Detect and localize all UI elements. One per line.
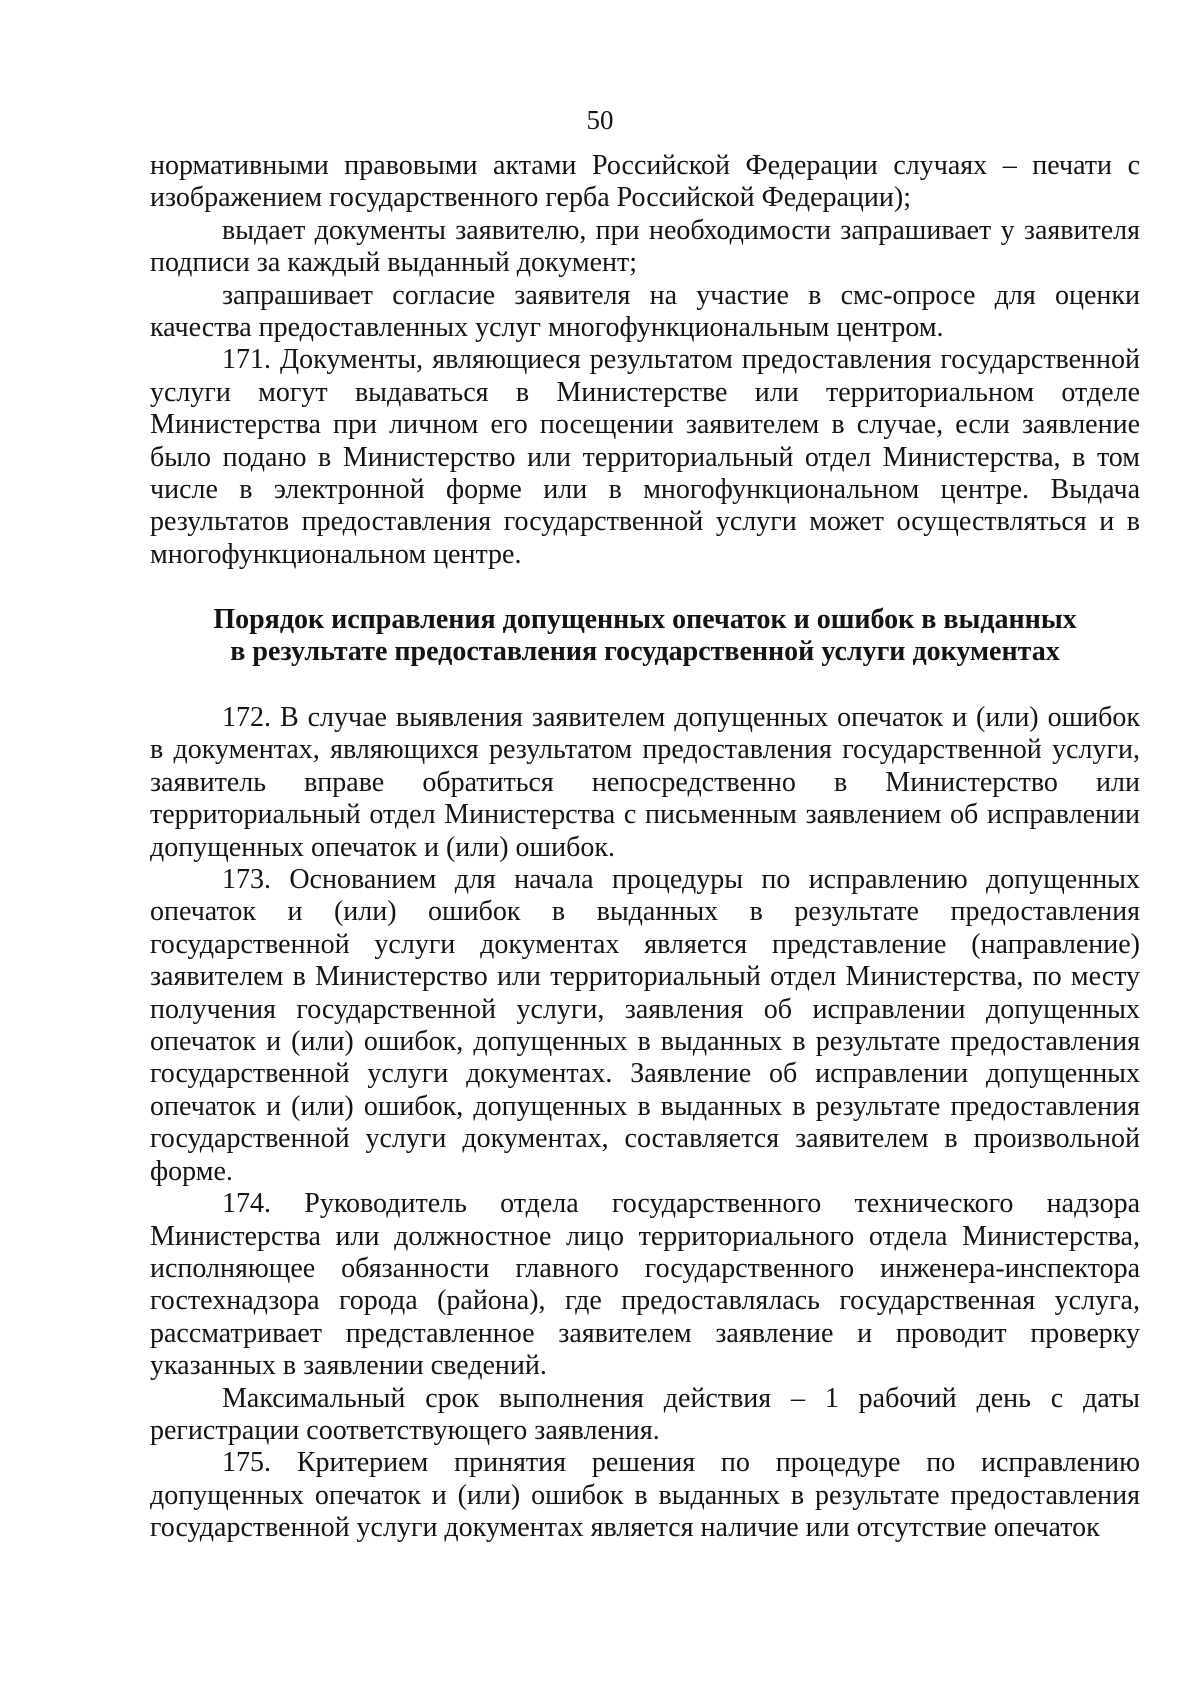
section-heading-line-2: в результате предоставления государственной услуги документах	[230, 636, 1060, 667]
paragraph-sms-survey: запрашивает согласие заявителя на участие в смс-опросе для оценки качества предоставленных услуг многофункциональным центром.	[150, 279, 1140, 344]
paragraph-173: 173. Основанием для начала процедуры по исправлению допущенных опечаток и (или) ошибок в выданных в результате предоставления государственной услуги документах является представление (направление) заявителем в Министерство или территориальный отдел Министерства, по месту получения государственной услуги, заявления об исправлении допущенных опечаток и (или) ошибок, допущенных в выданных в результате предоставления государственной услуги документах. Заявление об исправлении допущенных опечаток и (или) ошибок, допущенных в выданных в результате предоставления государственной услуги документах, составляется заявителем в произвольной форме.	[150, 864, 1140, 1187]
document-body-bottom	[150, 702, 1140, 1545]
paragraph-171: 171. Документы, являющиеся результатом предоставления государственной услуги могут выдаваться в Министерстве или территориальном отделе Министерства при личном его посещении заявителем в случае, если заявление было подано в Министерство или территориальный отдел Министерства, в том числе в электронной форме или в многофункциональном центре. Выдача результатов предоставления государственной услуги может осуществляться и в многофункциональном центре.	[150, 344, 1140, 570]
page-number: 50	[586, 105, 614, 135]
paragraph-continuation: нормативными правовыми актами Российской Федерации случаях – печати с изображением государственного герба Российской Федерации);	[150, 150, 1140, 214]
paragraph-issues-documents: выдает документы заявителю, при необходимости запрашивает у заявителя подписи за каждый выданный документ;	[150, 214, 1140, 279]
section-heading	[150, 604, 1140, 668]
paragraph-172: 172. В случае выявления заявителем допущенных опечаток и (или) ошибок в документах, являющихся результатом предоставления государственной услуги, заявитель вправе обратиться непосредственно в Министерство или территориальный отдел Министерства с письменным заявлением об исправлении допущенных опечаток и (или) ошибок.	[150, 702, 1140, 863]
document-body-top	[150, 150, 1140, 571]
paragraph-175: 175. Критерием принятия решения по процедуре по исправлению допущенных опечаток и (или) ошибок в выданных в результате предоставления государственной услуги документах является наличие или отсутствие опечаток	[150, 1447, 1140, 1544]
paragraph-max-term: Максимальный срок выполнения действия – 1 рабочий день с даты регистрации соответствующего заявления.	[150, 1382, 1140, 1446]
paragraph-174: 174. Руководитель отдела государственного технического надзора Министерства или должностное лицо территориального отдела Министерства, исполняющее обязанности главного государственного инженера-инспектора гостехнадзора города (района), где предоставлялась государственная услуга, рассматривает представленное заявителем заявление и проводит проверку указанных в заявлении сведений.	[150, 1188, 1140, 1382]
section-heading-line-1: Порядок исправления допущенных опечаток и ошибок в выданных	[213, 604, 1077, 635]
